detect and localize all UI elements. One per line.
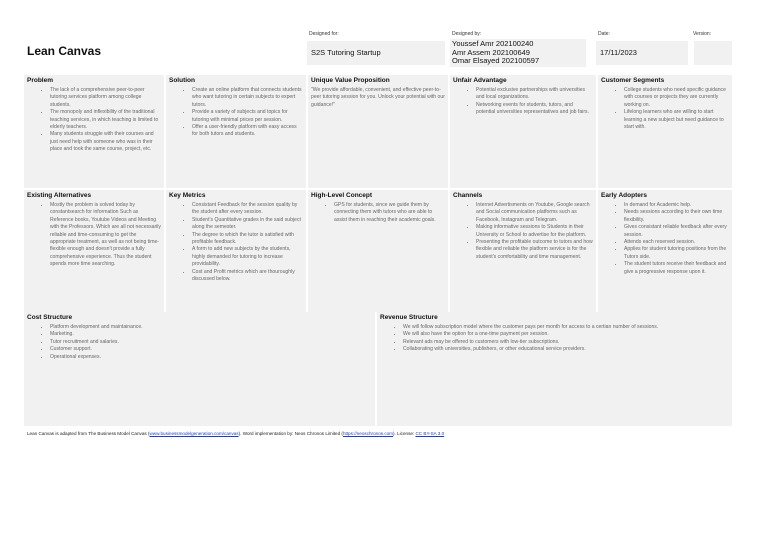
version-field[interactable] — [694, 41, 732, 65]
customer-segments-section — [598, 75, 732, 188]
designed-by-field[interactable] — [450, 39, 586, 67]
section-title: Cost Structure — [27, 314, 73, 321]
section-title: Customer Segments — [601, 77, 665, 84]
section-title: Key Metrics — [169, 192, 206, 199]
list-item: • Needs sessions according to their own time flexibility. — [624, 209, 729, 224]
license-link[interactable]: CC BY-SA 3.0 — [415, 431, 445, 436]
list-item: • Relevant ads may be offered to customers with low-tier subscriptions. — [403, 339, 729, 346]
list-item: • Attends each reserved session. — [624, 239, 729, 246]
uvp-text: "We provide affordable, convenient, and effective peer-to-peer tutoring session for you. Unlock your potential with our guidance!" — [311, 87, 445, 108]
list-item: • Student's Quantitative grades in the said subject along the semester. — [192, 217, 303, 232]
list-item: • The monopoly and inflexibility of the traditional teaching services, in which teaching is limited to elderly teachers. — [50, 109, 161, 131]
list-item: • Create an online platform that connects students who want tutoring in certain subjects to expert tutors. — [192, 87, 303, 109]
list-item: • Potential exclusive partnerships with universities and local organizations. — [476, 87, 593, 102]
designed-for-label: Designed for: — [309, 31, 339, 37]
neos-link[interactable]: https://neoschronos.com — [342, 431, 393, 436]
list-item: • Many students struggle with their courses and just need help with someone who was in their place and took the same course, project, etc. — [50, 131, 161, 153]
designer-name: Youssef Amr 202100240 — [452, 39, 534, 48]
page-title: Lean Canvas — [27, 44, 102, 58]
list-item: • Offer a user-friendly platform with easy access for both tutors and students. — [192, 124, 303, 139]
footer-text: ). Word implementation by: Neos Chronos Limited ( — [238, 431, 343, 436]
solution-section — [166, 75, 306, 188]
list-item: • Marketing. — [50, 331, 372, 338]
list-item: • Mostly the problem is solved today by constantsearch for information Such as Reference books, Youtube Videos and Meeting with the Professors. Which are all not necessarily reliable and time-consuming to get the appropriate treatment, as well as not being time-flexible enough and doesn't provide a fully comprehensive experience. Thus the student spends more time searching. — [50, 202, 161, 269]
list-item: • Operational expenses. — [50, 354, 372, 361]
cost-structure-section — [24, 312, 375, 426]
list-item: • Presenting the profitable outcome to tutors and how flexible and reliable the platform service is for the student's comfortability and time management. — [476, 239, 593, 261]
designer-name: Omar Elsayed 202100597 — [452, 56, 540, 66]
list-item: • GPS for students, since we guide them by connecting them with tutors who are able to assist them in reaching their academic goals. — [334, 202, 445, 224]
section-title: Unique Value Proposition — [311, 77, 390, 84]
list-item: • The student tutors receive their feedback and give a progressive response upon it. — [624, 261, 729, 276]
designed-for-field[interactable]: S2S Tutoring Startup — [307, 41, 445, 65]
list-item: • We will also have the option for a one-time payment per session. — [403, 331, 729, 338]
unfair-advantage-section — [450, 75, 596, 188]
channels-section — [450, 190, 596, 312]
list-item: • Cost and Profit metrics which are thouroughly discussed below. — [192, 269, 303, 284]
section-title: High-Level Concept — [311, 192, 373, 199]
list-item: • The degree to which the tutor is satisfied with profitable feedback. — [192, 232, 303, 247]
list-item: • The lack of a comprehensive peer-to-peer tutoring services platform among college students. — [50, 87, 161, 109]
version-label: Version: — [693, 31, 712, 37]
list-item: • Platform development and maintainance. — [50, 324, 372, 331]
list-item: • Collaborating with universities, publishers, or other educational service providers. — [403, 346, 729, 353]
designed-by-label: Designed by: — [452, 31, 482, 37]
revenue-structure-section — [377, 312, 732, 426]
section-title: Unfair Advantage — [453, 77, 507, 84]
section-title: Existing Alternatives — [27, 192, 92, 199]
designer-name: Amr Assem 202100649 — [452, 47, 530, 57]
date-field[interactable]: 17/11/2023 — [596, 41, 688, 65]
section-title: Channels — [453, 192, 483, 199]
list-item: • Tutor recruitment and salaries. — [50, 339, 372, 346]
bmc-link[interactable]: www.businessmodelgeneration.com/canvas — [149, 431, 239, 436]
unique-value-proposition-section — [308, 75, 448, 188]
key-metrics-section — [166, 190, 306, 312]
list-item: • We will follow subscription model where the customer pays per month for access to a certian number of sessions. — [403, 324, 729, 331]
high-level-concept-section — [308, 190, 448, 312]
list-item: • Making informative sessions to Students in their University or School to advertise for the platform. — [476, 224, 593, 239]
list-item: • Networking events for students, tutors, and potential universities representatives and job fairs. — [476, 102, 593, 117]
problem-section — [24, 75, 164, 188]
section-title: Early Adopters — [601, 192, 647, 199]
footer-text: ). License: — [393, 431, 416, 436]
early-adopters-section — [598, 190, 732, 312]
section-title: Solution — [169, 77, 195, 84]
list-item: • Internet Advertisments on Youtube, Google search and Social communication platforms such as Facebook, Instagram and Telegram. — [476, 202, 593, 224]
list-item: • Lifelong learners who are willing to start learning a new subject but need guidance to start with. — [624, 109, 729, 131]
date-label: Date: — [598, 31, 610, 37]
footer-attribution — [27, 431, 444, 436]
list-item: • Customer support. — [50, 346, 372, 353]
existing-alternatives-section — [24, 190, 164, 312]
list-item: • Consistant Feedback for the session quality by the student after every session. — [192, 202, 303, 217]
list-item: • Gives consistant reliable feedback after every session. — [624, 224, 729, 239]
list-item: • A form to add new subjects by the students, highly demanded for tutoring to increase providability. — [192, 246, 303, 268]
list-item: • Applies for student tutoring positions from the Tutors side. — [624, 246, 729, 261]
list-item: • College students who need specific guidance with courses or projects they are currently working on. — [624, 87, 729, 109]
section-title: Problem — [27, 77, 54, 84]
footer-text: Lean Canvas is adapted from The Business Model Canvas ( — [27, 431, 150, 436]
section-title: Revenue Structure — [380, 314, 438, 321]
list-item: • In demand for Academic help. — [624, 202, 729, 209]
list-item: • Provide a variety of subjects and topics for tutoring with minimal prices per session. — [192, 109, 303, 124]
